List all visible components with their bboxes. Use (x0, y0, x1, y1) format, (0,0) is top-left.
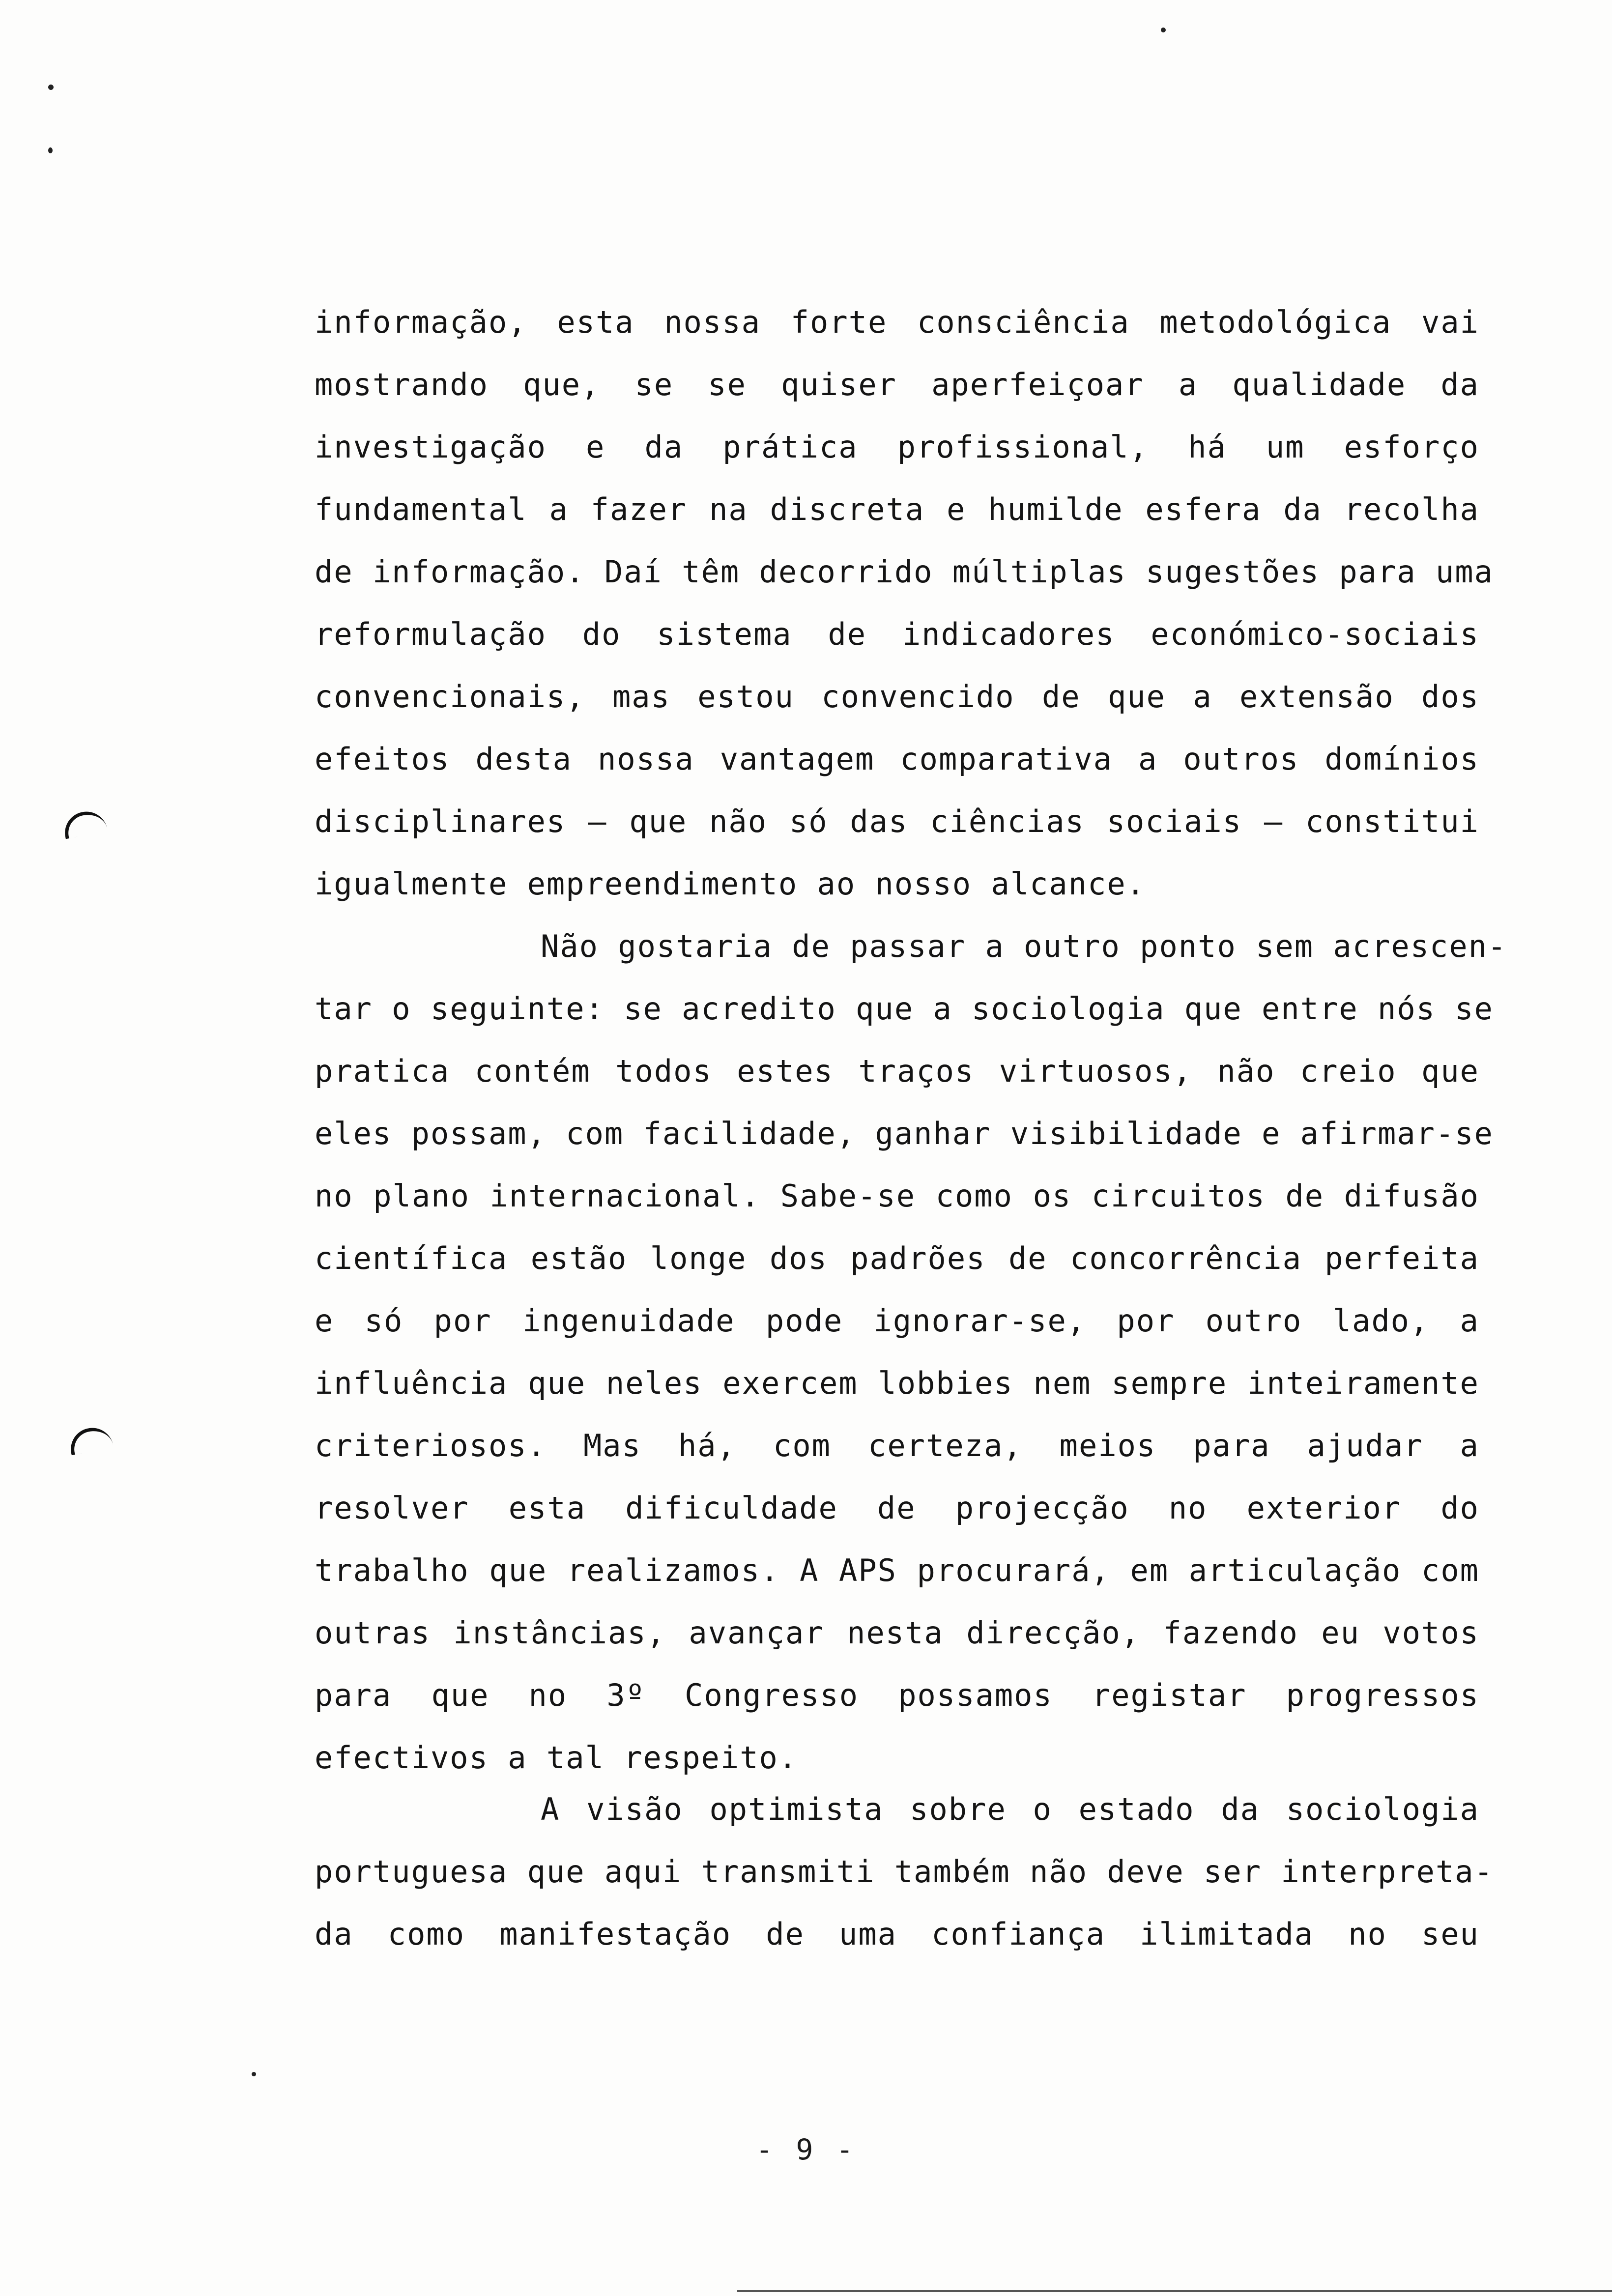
text-line: fundamental a fazer na discreta e humilde esfera da recolha (315, 491, 1479, 527)
punch-hole-mark (61, 807, 108, 839)
text-line: portuguesa que aqui transmiti também não deve ser interpreta- (315, 1854, 1494, 1890)
text-line: de informação. Daí têm decorrido múltiplas sugestões para uma (315, 554, 1494, 590)
scan-speck (252, 2072, 256, 2076)
text-line: científica estão longe dos padrões de concorrência perfeita (315, 1240, 1479, 1276)
text-line: igualmente empreendimento ao nosso alcance. (315, 866, 1146, 902)
page-bottom-edge (737, 2290, 1612, 2292)
text-line: da como manifestação de uma confiança ilimitada no seu (315, 1916, 1479, 1952)
text-line: para que no 3º Congresso possamos registar progressos (315, 1677, 1479, 1713)
text-line: trabalho que realizamos. A APS procurará, em articulação com (315, 1552, 1479, 1588)
text-line: efectivos a tal respeito. (315, 1740, 798, 1776)
text-line: resolver esta dificuldade de projecção no exterior do (315, 1490, 1479, 1526)
text-line: eles possam, com facilidade, ganhar visibilidade e afirmar-se (315, 1116, 1494, 1151)
scan-speck (48, 147, 53, 153)
text-line: influência que neles exercem lobbies nem sempre inteiramente (315, 1365, 1479, 1401)
text-line: investigação e da prática profissional, há um esforço (315, 429, 1479, 465)
text-line: informação, esta nossa forte consciência metodológica vai (315, 304, 1479, 340)
text-line: criteriosos. Mas há, com certeza, meios para ajudar a (315, 1428, 1479, 1464)
text-line: disciplinares — que não só das ciências sociais — constitui (315, 804, 1479, 839)
scan-speck (48, 85, 54, 90)
paragraph-1 (315, 291, 1494, 915)
text-line: e só por ingenuidade pode ignorar-se, por outro lado, a (315, 1303, 1479, 1339)
text-line: outras instâncias, avançar nesta direcção, fazendo eu votos (315, 1615, 1479, 1651)
text-line: A visão optimista sobre o estado da sociologia (541, 1791, 1479, 1827)
paragraph-2 (315, 915, 1507, 1789)
text-line: efeitos desta nossa vantagem comparativa a outros domínios (315, 741, 1479, 777)
page-number: - 9 - (755, 2133, 857, 2166)
text-line: Não gostaria de passar a outro ponto sem acrescen- (541, 928, 1507, 964)
text-line: tar o seguinte: se acredito que a sociologia que entre nós se (315, 991, 1494, 1027)
text-line: reformulação do sistema de indicadores económico-sociais (315, 616, 1479, 652)
punch-hole-mark (67, 1424, 114, 1455)
text-line: mostrando que, se se quiser aperfeiçoar a qualidade da (315, 367, 1479, 402)
paragraph-3 (315, 1778, 1494, 1965)
text-line: no plano internacional. Sabe-se como os circuitos de difusão (315, 1178, 1479, 1214)
text-line: convencionais, mas estou convencido de que a extensão dos (315, 679, 1479, 715)
scan-speck (1161, 28, 1166, 32)
text-line: pratica contém todos estes traços virtuosos, não creio que (315, 1053, 1479, 1089)
